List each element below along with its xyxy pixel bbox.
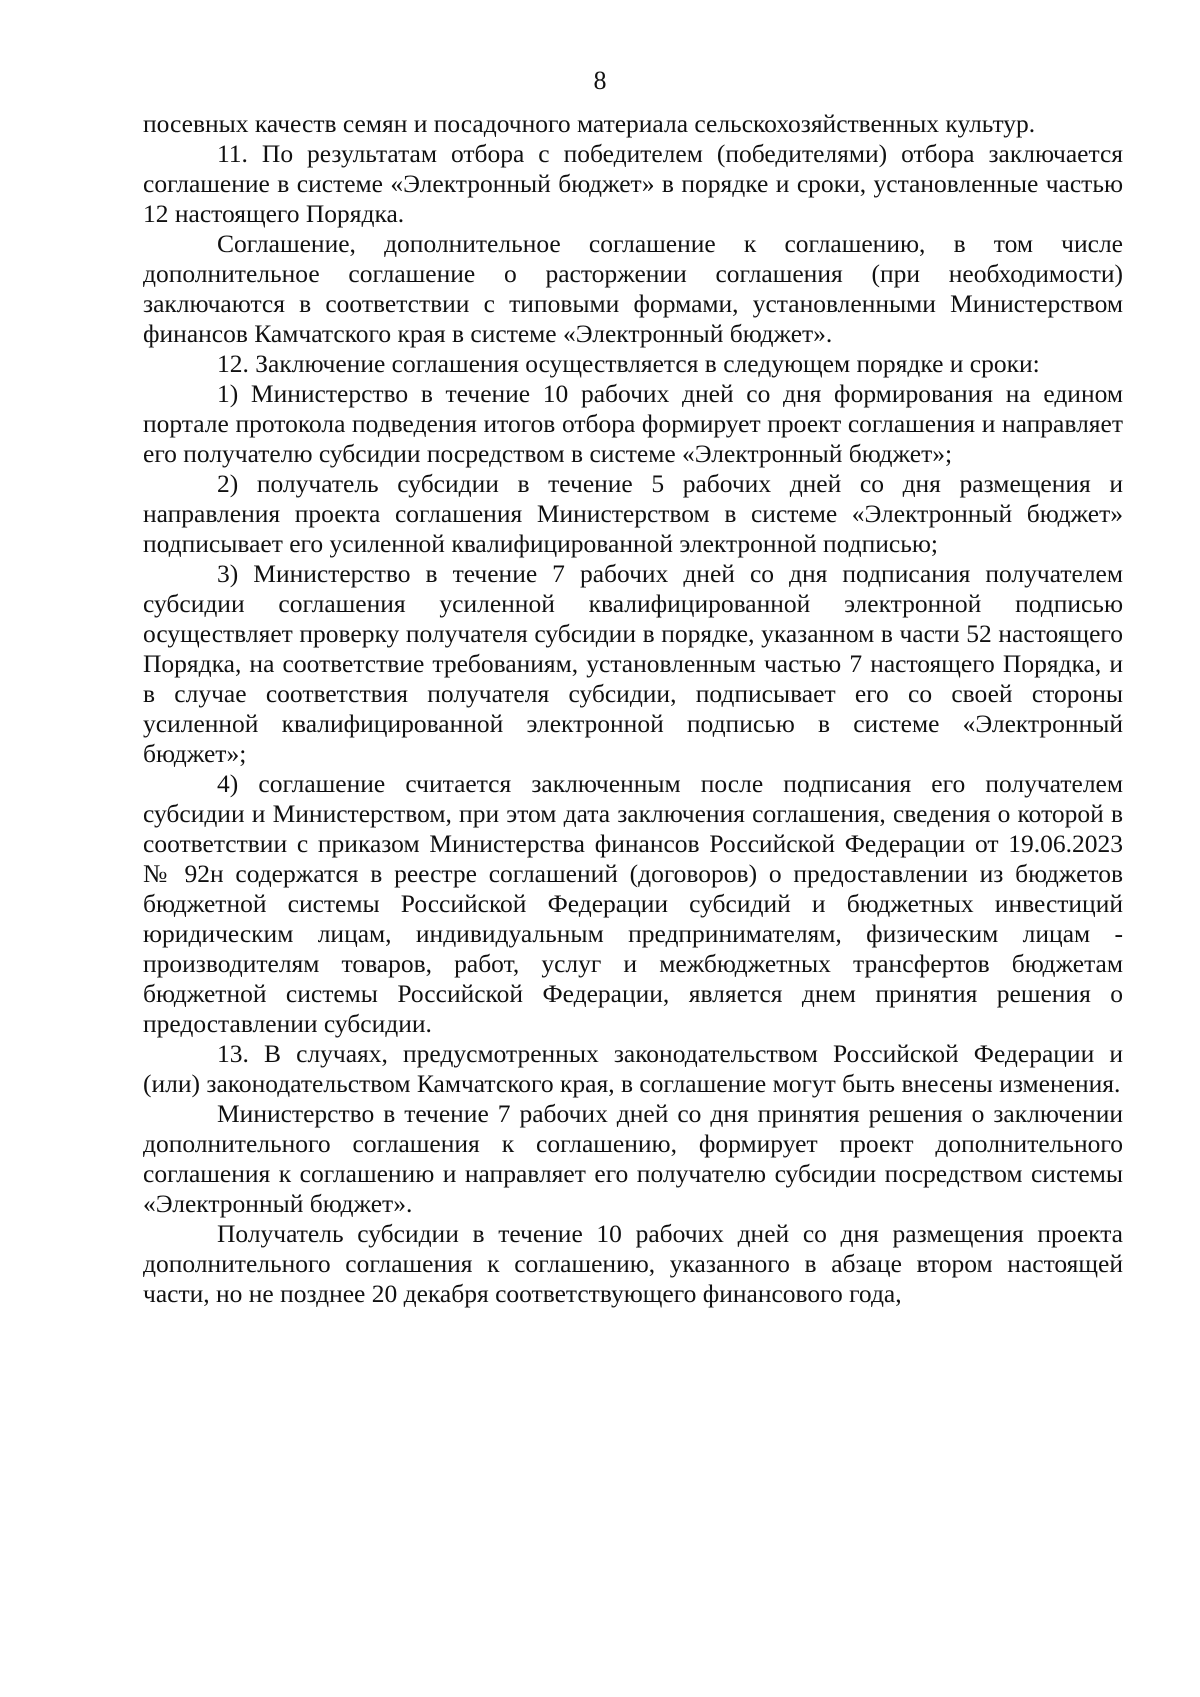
paragraph: 12. Заключение соглашения осуществляется в следующем порядке и сроки: <box>217 349 1040 378</box>
list-item: 1) Министерство в течение 10 рабочих дней со дня формирования на едином портале протокола подведения итогов отбора формирует проект соглашения и направляет его получателю субсидии посредством в системе «Электронный бюджет»; <box>143 379 1123 468</box>
list-item: 4) соглашение считается заключенным после подписания его получателем субсидии и Министерством, при этом дата заключения соглашения, сведения о которой в соответствии с приказом Министерства финансов Российской Федерации от 19.06.2023 № 92н содержатся в реестре соглашений (договоров) о предоставлении из бюджетов бюджетной системы Российской Федерации субсидий и бюджетных инвестиций юридическим лицам, индивидуальным предпринимателям, физическим лицам - производителям товаров, работ, услуг и межбюджетных трансфертов бюджетам бюджетной системы Российской Федерации, является днем принятия решения о предоставлении субсидии. <box>143 769 1123 1038</box>
paragraph: 11. По результатам отбора с победителем (победителями) отбора заключается соглашение в системе «Электронный бюджет» в порядке и сроки, установленные частью 12 настоящего Порядка. <box>143 139 1123 228</box>
list-item: 3) Министерство в течение 7 рабочих дней со дня подписания получателем субсидии соглашения усиленной квалифицированной электронной подписью осуществляет проверку получателя субсидии в порядке, указанном в части 52 настоящего Порядка, на соответствие требованиям, установленным частью 7 настоящего Порядка, и в случае соответствия получателя субсидии, подписывает его со своей стороны усиленной квалифицированной электронной подписью в системе «Электронный бюджет»; <box>143 559 1123 768</box>
paragraph: Соглашение, дополнительное соглашение к соглашению, в том числе дополнительное соглашение о расторжении соглашения (при необходимости) заключаются в соответствии с типовыми формами, установленными Министерством финансов Камчатского края в системе «Электронный бюджет». <box>143 229 1123 348</box>
paragraph: Получатель субсидии в течение 10 рабочих дней со дня размещения проекта дополнительного соглашения к соглашению, указанного в абзаце втором настоящей части, но не позднее 20 декабря соответствующего финансового года, <box>143 1219 1123 1308</box>
document-body <box>143 109 1123 1309</box>
list-item: 2) получатель субсидии в течение 5 рабочих дней со дня размещения и направления проекта соглашения Министерством в системе «Электронный бюджет» подписывает его усиленной квалифицированной электронной подписью; <box>143 469 1123 558</box>
paragraph: посевных качеств семян и посадочного материала сельскохозяйственных культур. <box>143 109 1036 138</box>
page-number: 8 <box>593 66 607 95</box>
paragraph: 13. В случаях, предусмотренных законодательством Российской Федерации и (или) законодательством Камчатского края, в соглашение могут быть внесены изменения. <box>143 1039 1123 1098</box>
paragraph: Министерство в течение 7 рабочих дней со дня принятия решения о заключении дополнительного соглашения к соглашению, формирует проект дополнительного соглашения к соглашению и направляет его получателю субсидии посредством системы «Электронный бюджет». <box>143 1099 1123 1218</box>
